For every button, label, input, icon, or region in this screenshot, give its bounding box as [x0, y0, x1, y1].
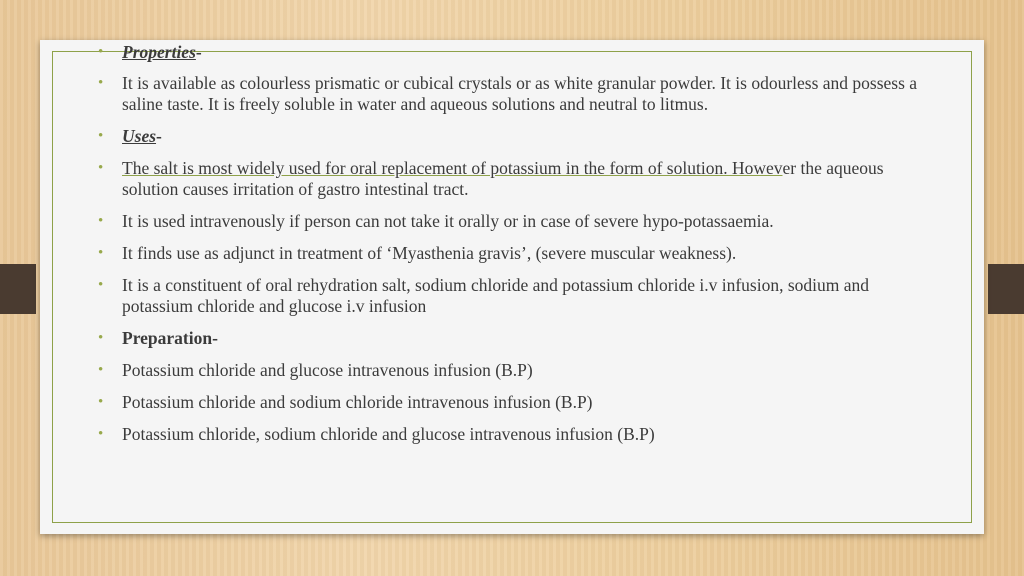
bullet-icon: • [98, 128, 104, 144]
bullet-item-prep-sodium [82, 392, 932, 413]
bullet-icon: • [98, 160, 104, 176]
constituent-text: It is a constituent of oral rehydration salt, sodium chloride and potassium chloride i.v infusion, sodium and potassium chloride and glucose i.v infusion [122, 275, 870, 316]
bullet-item-prep-sodium-glucose [82, 424, 932, 445]
bullet-item-intravenous-use [82, 211, 932, 232]
prep-glucose-text: Potassium chloride and glucose intravenous infusion (B.P) [122, 360, 533, 380]
prep-sodium-glucose-text: Potassium chloride, sodium chloride and glucose intravenous infusion (B.P) [122, 424, 655, 444]
properties-text: It is available as colourless prismatic or cubical crystals or as white granular powder. It is odourless and possess a saline taste. It is freely soluble in water and aqueous solutions and neutral to litmus. [122, 73, 918, 114]
bullet-item-oral-replacement [82, 158, 932, 200]
slide-content [82, 42, 932, 456]
bullet-item-constituent [82, 275, 932, 317]
oral-replacement-underlined-text: The salt is most widely used for oral replacement of potassium in the form of solution. Howev [122, 158, 783, 178]
bullet-icon: • [98, 362, 104, 378]
bullet-icon: • [98, 245, 104, 261]
bullet-icon: • [98, 213, 104, 229]
properties-heading: Properties [122, 42, 196, 62]
uses-heading-suffix: - [156, 126, 162, 146]
bullet-icon: • [98, 426, 104, 442]
oral-replacement-rest-text: er the aqueous solution causes irritation of gastro intestinal tract. [122, 158, 884, 199]
bullet-icon: • [98, 330, 104, 346]
properties-heading-suffix: - [195, 42, 202, 62]
uses-heading: Uses [122, 126, 157, 146]
bullet-item-preparation-heading [82, 328, 932, 349]
myasthenia-text: It finds use as adjunct in treatment of ‘Myasthenia gravis’, (severe muscular weakness). [122, 243, 737, 263]
bullet-icon: • [98, 394, 104, 410]
bullet-item-properties-heading [82, 42, 932, 63]
left-tab-decoration [0, 264, 36, 314]
preparation-heading: Preparation- [122, 328, 218, 348]
bullet-item-prep-glucose [82, 360, 932, 381]
bullet-item-myasthenia [82, 243, 932, 264]
bullet-item-uses-heading [82, 126, 932, 147]
bullet-icon: • [98, 75, 104, 91]
bullet-icon: • [98, 44, 104, 60]
intravenous-use-text: It is used intravenously if person can not take it orally or in case of severe hypo-potassaemia. [122, 211, 774, 231]
prep-sodium-text: Potassium chloride and sodium chloride intravenous infusion (B.P) [122, 392, 593, 412]
bullet-icon: • [98, 277, 104, 293]
bullet-item-properties-text [82, 73, 932, 115]
right-tab-decoration [988, 264, 1024, 314]
